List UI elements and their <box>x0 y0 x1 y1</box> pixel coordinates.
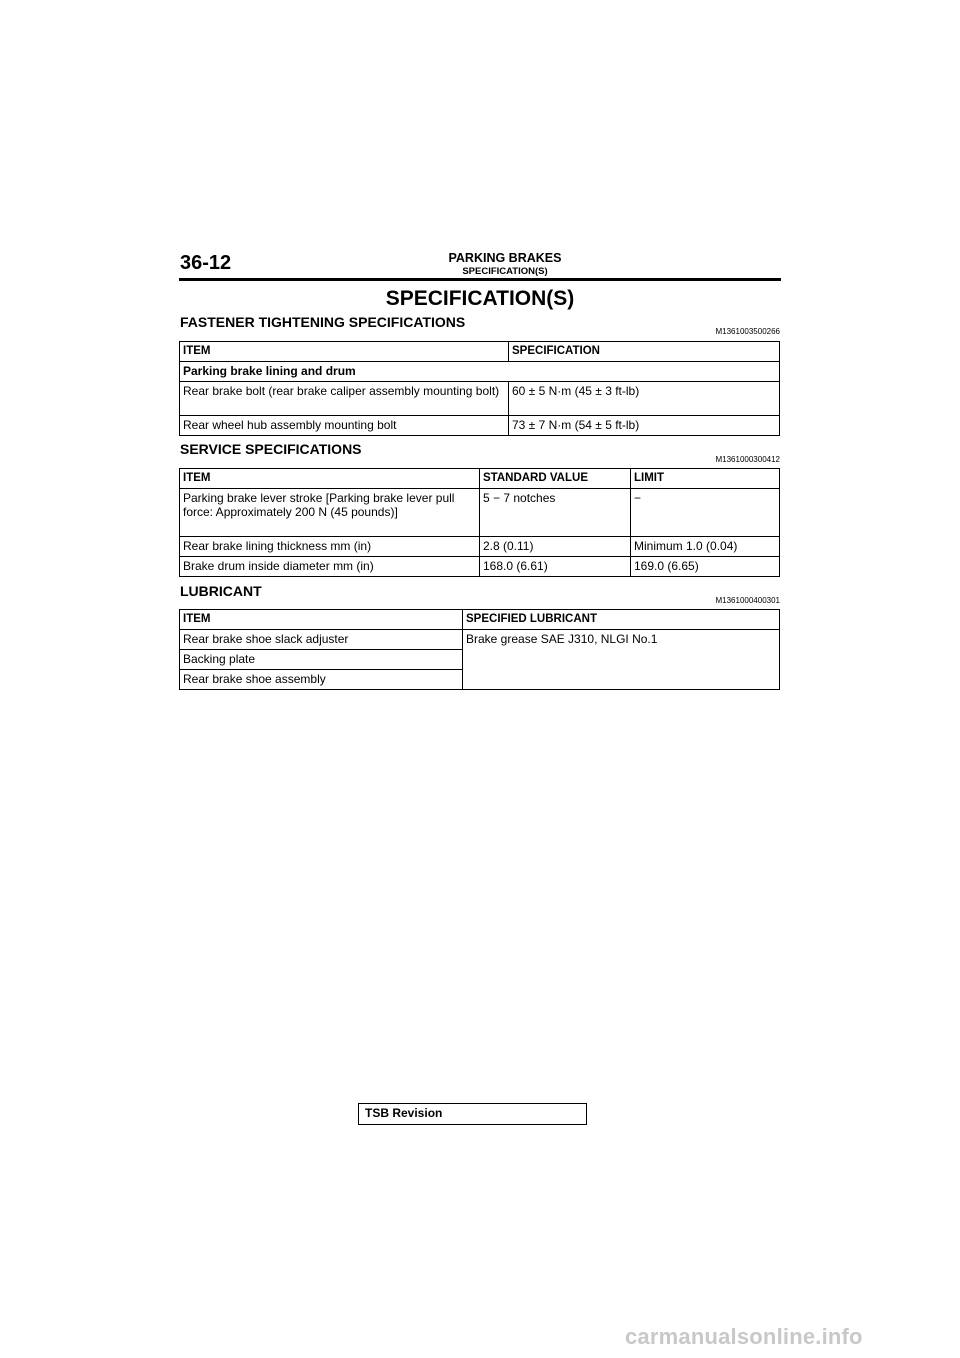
lubricant-col-item: ITEM <box>180 610 463 630</box>
service-col-standard: STANDARD VALUE <box>480 469 631 489</box>
header-section: PARKING BRAKES <box>448 251 562 265</box>
service-item: Rear brake lining thickness mm (in) <box>180 537 480 557</box>
service-item: Brake drum inside diameter mm (in) <box>180 557 480 577</box>
service-limit: 169.0 (6.65) <box>631 557 780 577</box>
service-item: Parking brake lever stroke [Parking brake lever pull force: Approximately 200 N (45 pounds)] <box>180 489 480 537</box>
service-section-title: SERVICE SPECIFICATIONS <box>180 441 362 457</box>
table-row <box>180 416 780 436</box>
table-row <box>180 489 780 537</box>
table-row <box>180 382 780 416</box>
service-limit: − <box>631 489 780 537</box>
lubricant-table <box>179 609 780 690</box>
service-col-item: ITEM <box>180 469 480 489</box>
fastener-section-code: M1361003500266 <box>715 327 780 336</box>
fastener-spec: 60 ± 5 N·m (45 ± 3 ft-lb) <box>509 382 780 416</box>
header-subsection: SPECIFICATION(S) <box>462 266 548 277</box>
service-standard: 2.8 (0.11) <box>480 537 631 557</box>
page-number: 36-12 <box>180 252 232 274</box>
lubricant-section-code: M1361000400301 <box>715 596 780 605</box>
watermark: carmanualsonline.info <box>625 1324 863 1349</box>
header-rule <box>179 278 781 281</box>
fastener-item: Rear brake bolt (rear brake caliper assembly mounting bolt) <box>180 382 509 416</box>
service-limit: Minimum 1.0 (0.04) <box>631 537 780 557</box>
lubricant-item: Rear brake shoe assembly <box>180 670 463 690</box>
service-section-code: M1361000300412 <box>715 455 780 464</box>
table-row <box>180 537 780 557</box>
lubricant-section-title: LUBRICANT <box>180 583 262 599</box>
fastener-section-title: FASTENER TIGHTENING SPECIFICATIONS <box>180 314 466 330</box>
lubricant-item: Rear brake shoe slack adjuster <box>180 630 463 650</box>
lubricant-value: Brake grease SAE J310, NLGI No.1 <box>463 630 780 690</box>
service-col-limit: LIMIT <box>631 469 780 489</box>
service-standard: 5 − 7 notches <box>480 489 631 537</box>
fastener-col-item: ITEM <box>180 342 509 362</box>
fastener-item: Rear wheel hub assembly mounting bolt <box>180 416 509 436</box>
service-standard: 168.0 (6.61) <box>480 557 631 577</box>
lubricant-item: Backing plate <box>180 650 463 670</box>
page-title: SPECIFICATION(S) <box>385 287 575 310</box>
service-table <box>179 468 780 577</box>
table-row <box>180 557 780 577</box>
fastener-col-spec: SPECIFICATION <box>509 342 780 362</box>
fastener-table <box>179 341 780 436</box>
table-row <box>180 630 780 650</box>
lubricant-col-specified: SPECIFIED LUBRICANT <box>463 610 780 630</box>
fastener-spec: 73 ± 7 N·m (54 ± 5 ft-lb) <box>509 416 780 436</box>
tsb-revision-label: TSB Revision <box>365 1106 443 1120</box>
fastener-group-row: Parking brake lining and drum <box>180 362 780 382</box>
